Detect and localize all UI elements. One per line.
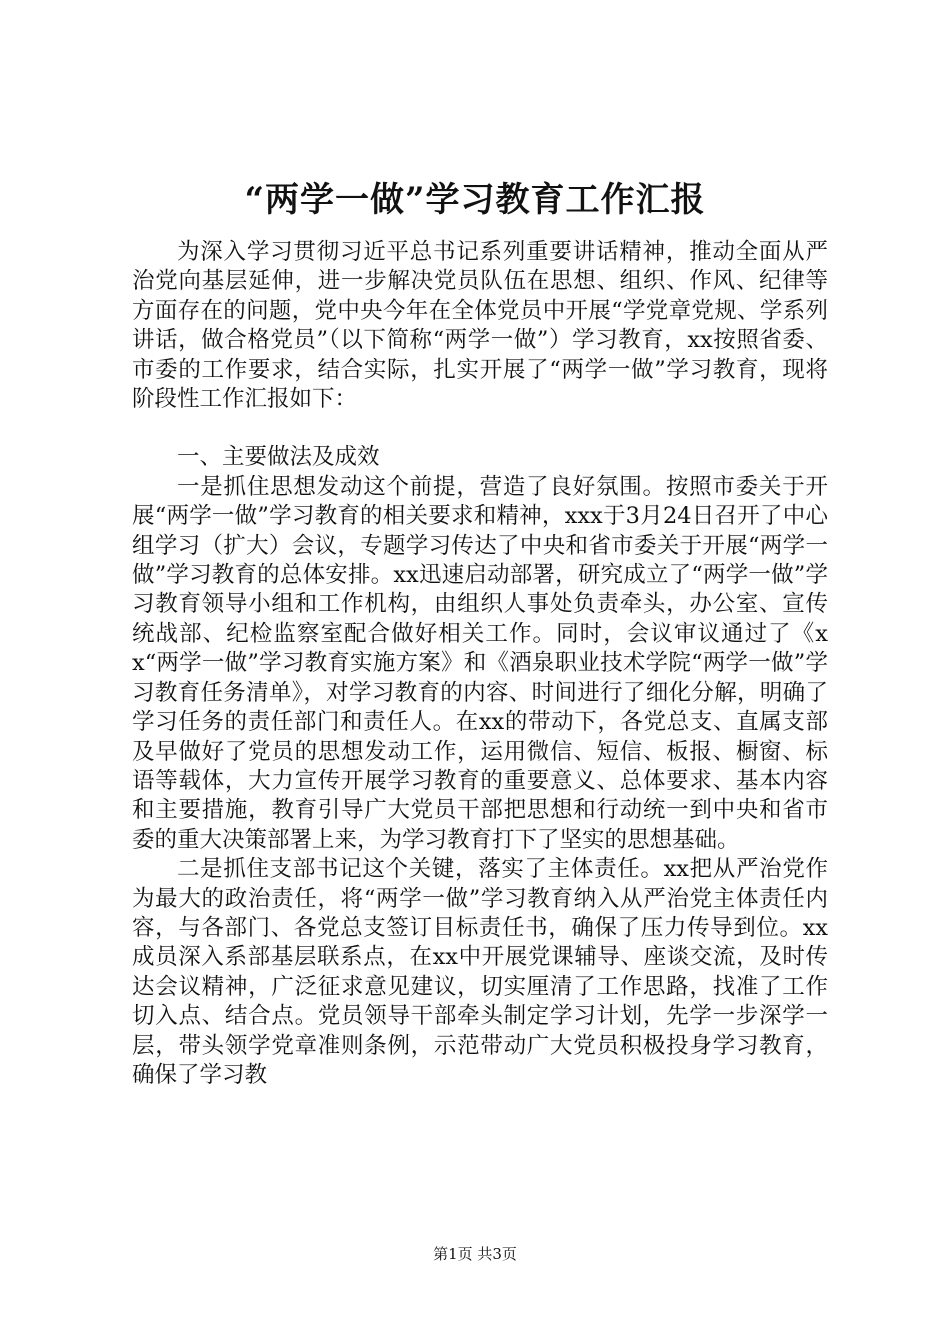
document-title: “两学一做”学习教育工作汇报 [244,180,706,220]
body-paragraph-2: 二是抓住支部书记这个关键，落实了主体责任。xx把从严治党作为最大的政治责任，将“两学一做”学习教育纳入从严治党主体责任内容，与各部门、各党总支签订目标责任书，确保了压力传导到位。xx成员深入系部基层联系点，在xx中开展党课辅导、座谈交流，及时传达会议精神，广泛征求意见建议，切实厘清了工作思路，找准了工作切入点、结合点。党员领导干部牵头制定学习计划，先学一步深学一层，带头领学党章准则条例，示范带动广大党员积极投身学习教育，确保了学习教 [132,856,828,1088]
body-paragraph-1: 一是抓住思想发动这个前提，营造了良好氛围。按照市委关于开展“两学一做”学习教育的相关要求和精神，xxx于3月24日召开了中心组学习（扩大）会议，专题学习传达了中央和省市委关于开展“两学一做”学习教育的总体安排。xx迅速启动部署，研究成立了“两学一做”学习教育领导小组和工作机构，由组织人事处负责牵头，办公室、宣传统战部、纪检监察室配合做好相关工作。同时，会议审议通过了《xx“两学一做”学习教育实施方案》和《酒泉职业技术学院“两学一做”学习教育任务清单》，对学习教育的内容、时间进行了细化分解，明确了学习任务的责任部门和责任人。在xx的带动下，各党总支、直属支部及早做好了党员的思想发动工作，运用微信、短信、板报、橱窗、标语等载体，大力宣传开展学习教育的重要意义、总体要求、基本内容和主要措施，教育引导广大党员干部把思想和行动统一到中央和省市委的重大决策部署上来，为学习教育打下了坚实的思想基础。 [132,473,828,853]
intro-paragraph: 为深入学习贯彻习近平总书记系列重要讲话精神，推动全面从严治党向基层延伸，进一步解决党员队伍在思想、组织、作风、纪律等方面存在的问题，党中央今年在全体党员中开展“学党章党规、学系列讲话，做合格党员”（以下简称“两学一做”）学习教育，xx按照省委、市委的工作要求，结合实际，扎实开展了“两学一做”学习教育，现将阶段性工作汇报如下： [132,239,828,413]
section-heading: 一、主要做法及成效 [177,444,380,471]
document-body [132,238,828,1090]
page-footer: 第1页 共3页 [433,1245,517,1263]
